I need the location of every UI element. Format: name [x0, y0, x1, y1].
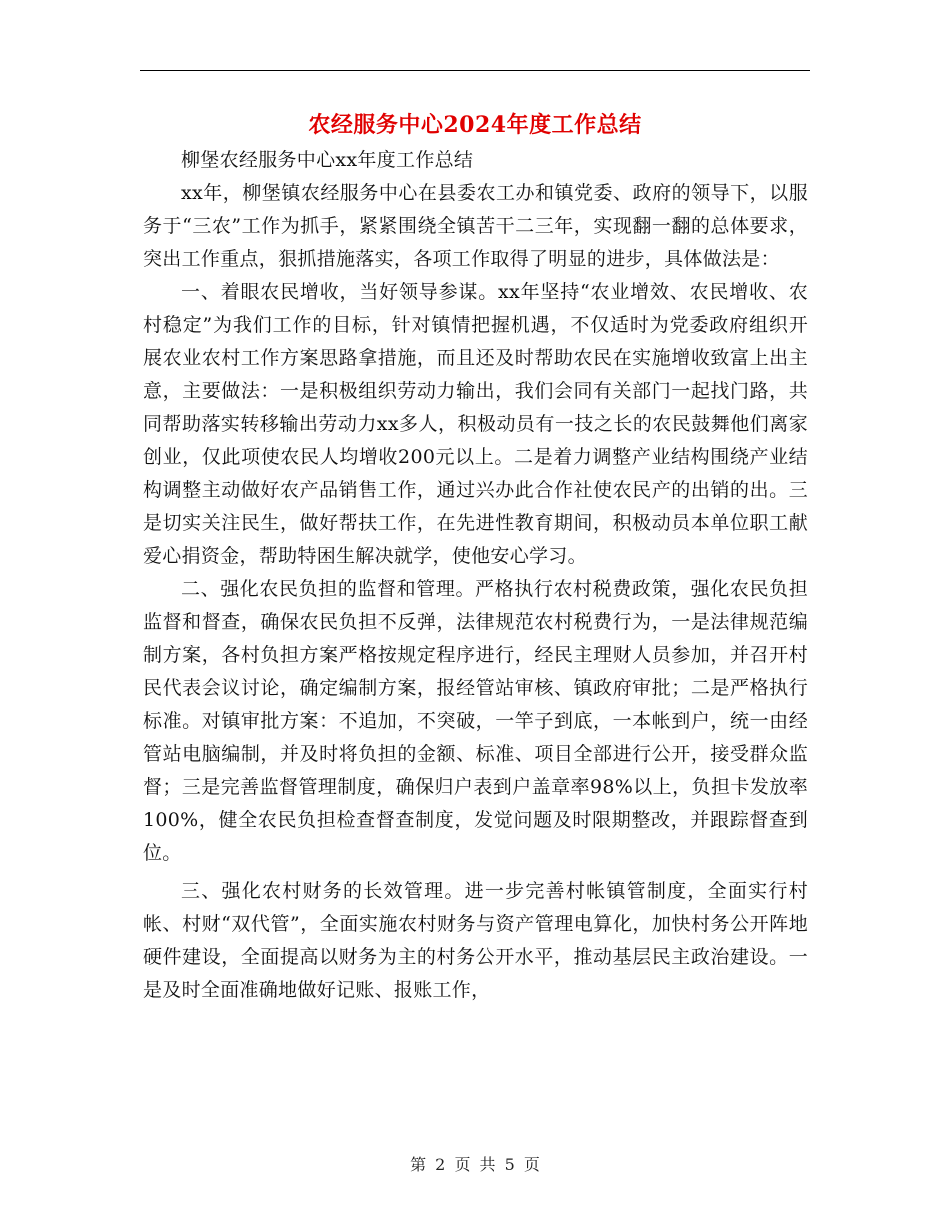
header-rule — [140, 70, 810, 71]
document-title: 农经服务中心2024年度工作总结 — [308, 112, 642, 138]
paragraph-section-1: 一、着眼农民增收，当好领导参谋。xx年坚持“农业增效、农民增收、农村稳定”为我们工作的目标，针对镇情把握机遇，不仅适时为党委政府组织开展农业农村工作方案思路拿措施，而且还及时帮助农民在实施增收致富上出主意，主要做法：一是积极组织劳动力输出，我们会同有关部门一起找门路，共同帮助落实转移输出劳动力xx多人，积极动员有一技之长的农民鼓舞他们离家创业，仅此项使农民人均增收200元以上。二是着力调整产业结构围绕产业结构调整主动做好农产品销售工作，通过兴办此合作社使农民产的出销的出。三是切实关注民生，做好帮扶工作，在先进性教育期间，积极动员本单位职工献爱心捐资金，帮助特困生解决就学，使他安心学习。 — [143, 281, 808, 567]
paragraph-intro: xx年，柳堡镇农经服务中心在县委农工办和镇党委、政府的领导下，以服务于“三农”工作为抓手，紧紧围绕全镇苦干二三年，实现翻一翻的总体要求，突出工作重点，狠抓措施落实，各项工作取得了明显的进步，具体做法是： — [143, 182, 808, 270]
page-footer: 第 2 页 共 5 页 — [410, 1155, 540, 1174]
document-body — [143, 144, 808, 1007]
document-subtitle: 柳堡农经服务中心xx年度工作总结 — [181, 149, 474, 171]
paragraph-section-2: 二、强化农民负担的监督和管理。严格执行农村税费政策，强化农民负担监督和督查，确保农民负担不反弹，法律规范农村税费行为，一是法律规范编制方案，各村负担方案严格按规定程序进行，经民主理财人员参加，并召开村民代表会议讨论，确定编制方案，报经管站审核、镇政府审批；二是严格执行标准。对镇审批方案：不追加，不突破，一竿子到底，一本帐到户，统一由经管站电脑编制，并及时将负担的金额、标准、项目全部进行公开，接受群众监督；三是完善监督管理制度，确保归户表到户盖章率98%以上，负担卡发放率100%，健全农民负担检查督查制度，发觉问题及时限期整改，并跟踪督查到位。 — [143, 578, 808, 864]
paragraph-section-3: 三、强化农村财务的长效管理。进一步完善村帐镇管制度，全面实行村帐、村财“双代管”，全面实施农村财务与资产管理电算化，加快村务公开阵地硬件建设，全面提高以财务为主的村务公开水平，推动基层民主政治建设。一是及时全面准确地做好记账、报账工作， — [143, 880, 808, 1001]
